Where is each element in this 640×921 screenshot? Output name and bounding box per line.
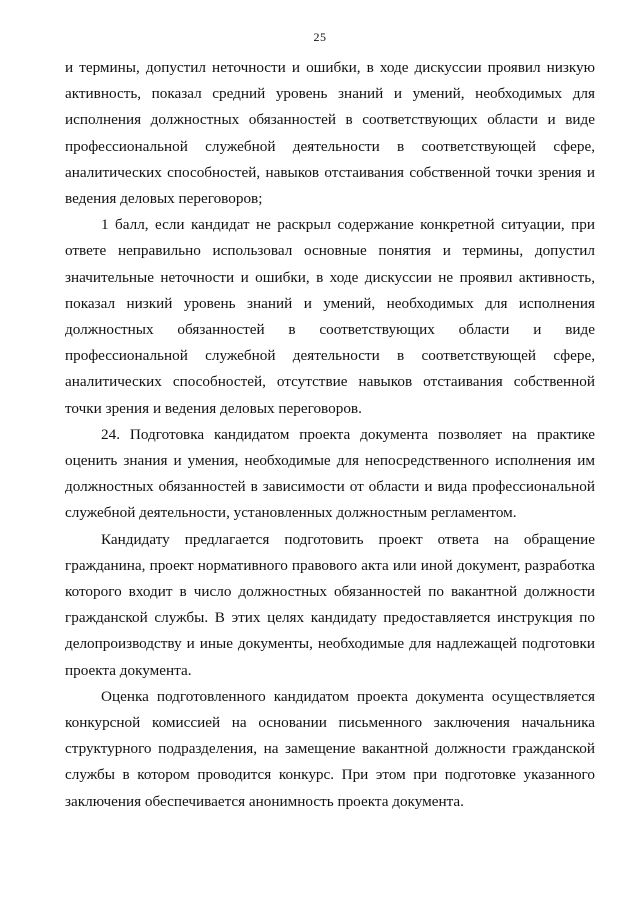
page-number: 25 [313, 30, 327, 44]
paragraph-candidate-task: Кандидату предлагается подготовить проект ответа на обращение гражданина, проект нормативного правового акта или иной документ, разработка которого входит в число должностных обязанностей по вакантной должности гражданской службы. В этих целях кандидату предоставляется инструкция по делопроизводству и иные документы, необходимые для надлежащей подготовки проекта документа. [65, 530, 595, 679]
paragraph-score-1: 1 балл, если кандидат не раскрыл содержание конкретной ситуации, при ответе неправильно использовал основные понятия и термины, допустил значительные неточности и ошибки, в ходе дискуссии не проявил активность, показал низкий уровень знаний и умений, необходимых для исполнения должностных обязанностей в соответствующих области и виде профессиональной служебной деятельности в соответствующей сфере, аналитических способностей, отсутствие навыков отстаивания собственной точки зрения и ведения деловых переговоров. [65, 216, 595, 417]
paragraph-continuation: и термины, допустил неточности и ошибки, в ходе дискуссии проявил низкую активность, показал средний уровень знаний и умений, необходимых для исполнения должностных обязанностей в соответствующих области и виде профессиональной служебной деятельности в соответствующей сфере, аналитических способностей, навыков отстаивания собственной точки зрения и ведения деловых переговоров; [65, 59, 595, 208]
paragraph-item-24: 24. Подготовка кандидатом проекта документа позволяет на практике оценить знания и умения, необходимые для непосредственного исполнения им должностных обязанностей в зависимости от области и вида профессиональной служебной деятельности, установленных должностным регламентом. [65, 425, 595, 522]
document-body [65, 55, 595, 815]
paragraph-evaluation: Оценка подготовленного кандидатом проекта документа осуществляется конкурсной комиссией на основании письменного заключения начальника структурного подразделения, на замещение вакантной должности гражданской службы в котором проводится конкурс. При этом при подготовке указанного заключения обеспечивается анонимность проекта документа. [65, 687, 595, 810]
